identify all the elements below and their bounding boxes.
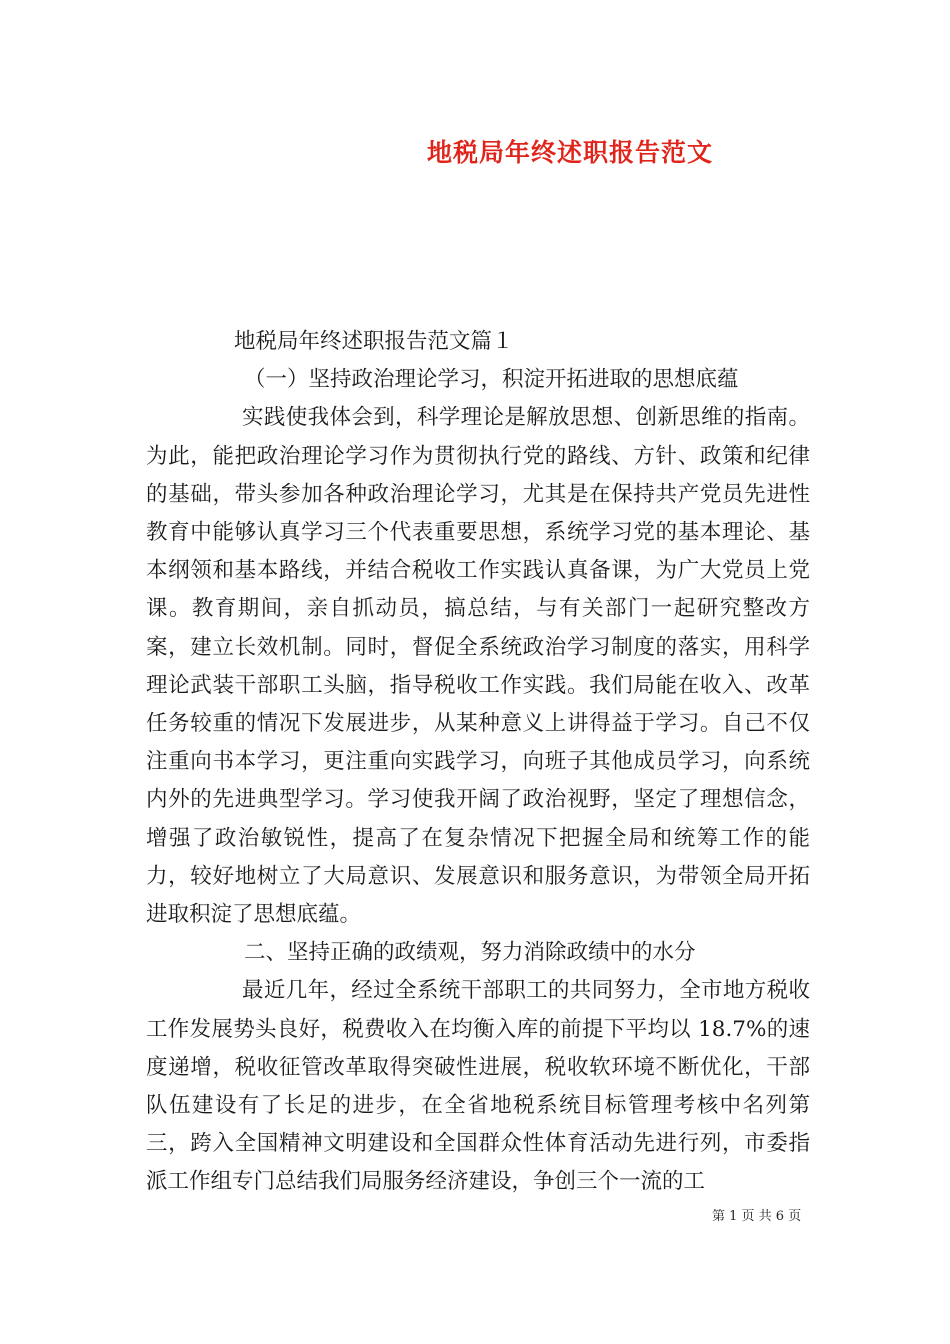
- section-heading-1: （一）坚持政治理论学习，积淀开拓进取的思想底蕴: [244, 367, 739, 393]
- section-paragraph-1: 实践使我体会到，科学理论是解放思想、创新思维的指南。为此，能把政治理论学习作为贯彻执行党的路线、方针、政策和纪律的基础，带头参加各种政治理论学习，尤其是在保持共产党员先进性教育中能够认真学习三个代表重要思想，系统学习党的基本理论、基本纲领和基本路线，并结合税收工作实践认真备课，为广大党员上党课。教育期间，亲自抓动员，搞总结，与有关部门一起研究整改方案，建立长效机制。同时，督促全系统政治学习制度的落实，用科学理论武装干部职工头脑，指导税收工作实践。我们局能在收入、改革任务较重的情况下发展进步，从某种意义上讲得益于学习。自己不仅注重向书本学习，更注重向实践学习，向班子其他成员学习，向系统内外的先进典型学习。学习使我开阔了政治视野，坚定了理想信念，增强了政治敏锐性，提高了在复杂情况下把握全局和统筹工作的能力，较好地树立了大局意识、发展意识和服务意识，为带领全局开拓进取积淀了思想底蕴。: [146, 405, 810, 928]
- document-title: 地税局年终述职报告范文: [426, 138, 713, 167]
- page-number: 第 1 页 共 6 页: [712, 1209, 802, 1224]
- section-heading-2: 二、坚持正确的政绩观，努力消除政绩中的水分: [244, 940, 696, 966]
- article-subtitle: 地税局年终述职报告范文篇１: [234, 329, 514, 354]
- section-paragraph-2: 最近几年，经过全系统干部职工的共同努力，全市地方税收工作发展势头良好，税费收入在均衡入库的前提下平均以 18.7%的速度递增，税收征管改革取得突破性进展，税收软环境不断优化，干部队伍建设有了长足的进步，在全省地税系统目标管理考核中名列第三，跨入全国精神文明建设和全国群众性体育活动先进行列，市委指派工作组专门总结我们局服务经济建设，争创三个一流的工: [146, 978, 810, 1195]
- article-body: [146, 323, 810, 1202]
